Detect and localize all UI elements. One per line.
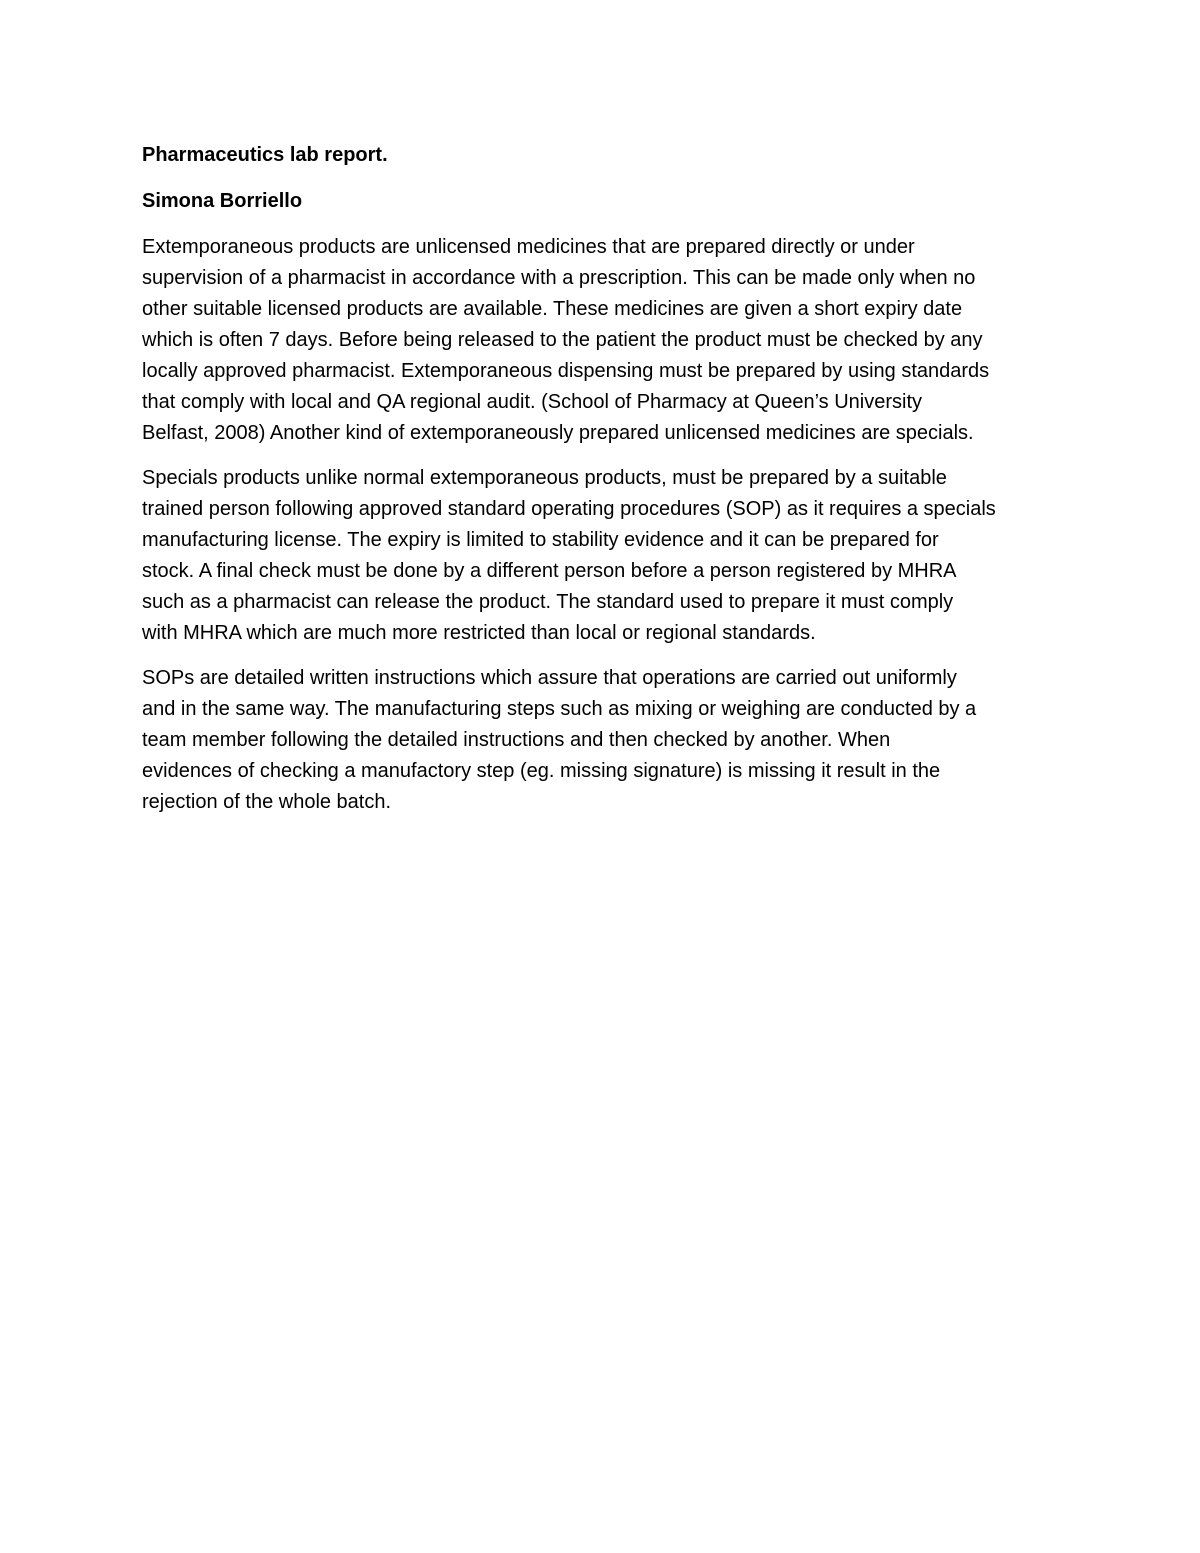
text-line: manufacturing license. The expiry is limited to stability evidence and it can be prepared for [142,529,939,551]
text-line: rejection of the whole batch. [142,791,392,813]
text-line: stock. A final check must be done by a different person before a person registered by MHRA [142,560,957,582]
text-line: other suitable licensed products are available. These medicines are given a short expiry date [142,298,963,320]
text-line: SOPs are detailed written instructions which assure that operations are carried out uniformly [142,667,957,689]
text-line: and in the same way. The manufacturing steps such as mixing or weighing are conducted by a [142,698,977,720]
paragraph-1 [142,232,1067,449]
text-line: such as a pharmacist can release the product. The standard used to prepare it must comply [142,591,954,613]
text-line: Specials products unlike normal extemporaneous products, must be prepared by a suitable [142,467,947,489]
text-line: trained person following approved standard operating procedures (SOP) as it requires a specials [142,498,996,520]
document-body [142,140,1067,832]
text-line: which is often 7 days. Before being released to the patient the product must be checked by any [142,329,983,351]
text-line: Belfast, 2008) Another kind of extemporaneously prepared unlicensed medicines are specials. [142,422,974,444]
text-line: locally approved pharmacist. Extemporaneous dispensing must be prepared by using standards [142,360,990,382]
text-line: supervision of a pharmacist in accordance with a prescription. This can be made only when no [142,267,976,289]
text-line: evidences of checking a manufactory step (eg. missing signature) is missing it result in the [142,760,941,782]
document-author: Simona Borriello [142,190,303,212]
text-line: team member following the detailed instructions and then checked by another. When [142,729,891,751]
document-title: Pharmaceutics lab report. [142,144,388,166]
text-line: that comply with local and QA regional audit. (School of Pharmacy at Queen’s University [142,391,923,413]
paragraph-2 [142,463,1067,649]
text-line: Extemporaneous products are unlicensed medicines that are prepared directly or under [142,236,915,258]
paragraph-3 [142,663,1067,818]
text-line: with MHRA which are much more restricted than local or regional standards. [142,622,816,644]
